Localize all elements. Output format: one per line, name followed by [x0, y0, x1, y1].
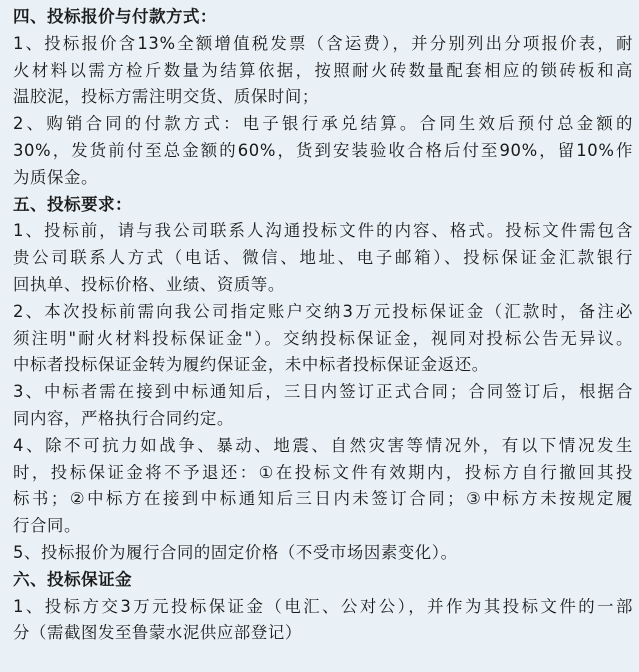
- text-line: 1、投标报价含13%全额增值税发票（含运费），并分别列出分项报价表，耐: [13, 33, 633, 53]
- section-heading: 四、投标报价与付款方式：: [13, 7, 217, 26]
- text-line: 回执单、投标价格、业绩、资质等。: [13, 274, 285, 294]
- document-body: [13, 4, 633, 647]
- text-line: 1、投标方交3万元投标保证金（电汇、公对公），并作为其投标文件的一部: [13, 596, 633, 616]
- text-line: 同内容，严格执行合同约定。: [13, 408, 234, 428]
- section-heading: 六、投标保证金: [13, 569, 132, 589]
- text-line: 为质保金。: [13, 167, 98, 187]
- text-line: 分（需截图发至鲁蒙水泥供应部登记）: [13, 623, 302, 643]
- text-line: 4、除不可抗力如战争、暴动、地震、自然灾害等情况外，有以下情况发生: [13, 435, 633, 455]
- text-line: 2、购销合同的付款方式：电子银行承兑结算。合同生效后预付总金额的: [13, 114, 633, 134]
- text-line: 时，投标保证金将不予退还：①在投标文件有效期内，投标方自行撤回其投: [13, 462, 633, 482]
- text-line: 标书；②中标方在接到中标通知后三日内未签订合同；③中标方未按规定履: [13, 489, 633, 509]
- text-line: 30%，发货前付至总金额的60%，货到安装验收合格后付至90%，留10%作: [13, 140, 633, 160]
- text-line: 须注明"耐火材料投标保证金"）。交纳投标保证金，视同对投标公告无异议。: [13, 328, 633, 348]
- text-line: 1、投标前，请与我公司联系人沟通投标文件的内容、格式。投标文件需包含: [13, 221, 633, 241]
- text-line: 5、投标报价为履行合同的固定价格（不受市场因素变化）。: [13, 542, 458, 562]
- text-line: 行合同。: [13, 516, 81, 536]
- text-line: 2、本次投标前需向我公司指定账户交纳3万元投标保证金（汇款时，备注必: [13, 301, 633, 321]
- text-line: 中标者投标保证金转为履约保证金，未中标者投标保证金返还。: [13, 355, 489, 375]
- text-line: 火材料以需方检斤数量为结算依据，按照耐火砖数量配套相应的锁砖板和高: [13, 60, 633, 80]
- text-line: 贵公司联系人方式（电话、微信、地址、电子邮箱）、投标保证金汇款银行: [13, 248, 633, 268]
- text-line: 3、中标者需在接到中标通知后，三日内签订正式合同；合同签订后，根据合: [13, 382, 633, 402]
- text-line: 温胶泥，投标方需注明交货、质保时间；: [13, 87, 319, 107]
- section-heading: 五、投标要求：: [13, 194, 132, 214]
